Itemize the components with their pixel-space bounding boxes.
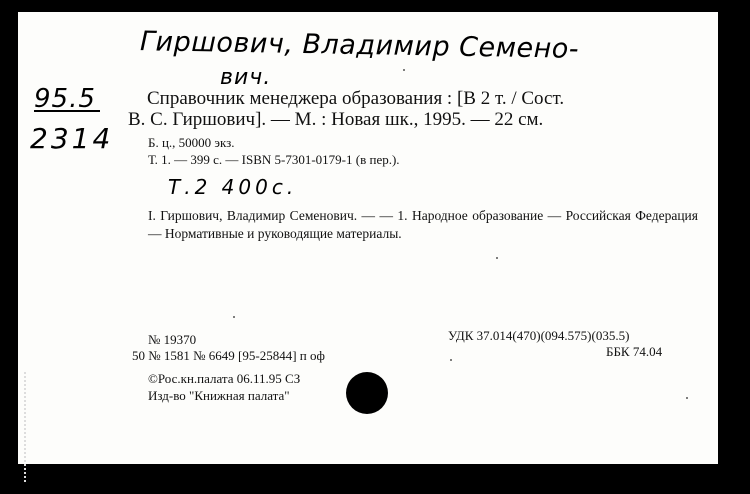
speck <box>233 316 235 318</box>
speck <box>403 69 405 71</box>
bbk-code: ББК 74.04 <box>606 344 663 359</box>
speck <box>450 359 452 361</box>
title-line-1: Справочник менеджера образования : [В 2 т. / Сост. <box>147 88 565 109</box>
book-chamber-note: ©Рос.кн.палата 06.11.95 СЗ <box>148 371 301 386</box>
handwritten-author: Гиршович, Владимир Семено- <box>139 26 580 65</box>
volume-1-info: Т. 1. — 399 с. — ISBN 5-7301-0179-1 (в пер.). <box>148 152 400 167</box>
subject-headings: I. Гиршович, Владимир Семенович. — — 1. Народное образование — Российская Федерация — Нормативные и руководящие материалы. <box>148 208 698 241</box>
print-run: Б. ц., 50000 экз. <box>148 135 235 150</box>
handwritten-volume-2: Т.2 400с. <box>168 175 298 199</box>
card-perforation <box>24 372 32 482</box>
udk-code: УДК 37.014(470)(094.575)(035.5) <box>448 328 630 343</box>
shelf-mark-top: 95.5 <box>34 84 96 114</box>
catalog-card <box>18 12 718 464</box>
shelf-mark-bottom: 2314 <box>30 122 114 155</box>
title-line-2: В. С. Гиршович]. — М. : Новая шк., 1995. — 22 см. <box>128 109 544 130</box>
speck <box>496 257 498 259</box>
record-number: № 19370 <box>148 332 197 347</box>
speck <box>686 397 688 399</box>
handwritten-author-continuation: вич. <box>220 65 272 90</box>
order-info: 50 № 1581 № 6649 [95-25844] п оф <box>132 348 325 363</box>
ink-blot <box>346 372 388 414</box>
publisher-note: Изд-во "Книжная палата" <box>148 388 290 403</box>
